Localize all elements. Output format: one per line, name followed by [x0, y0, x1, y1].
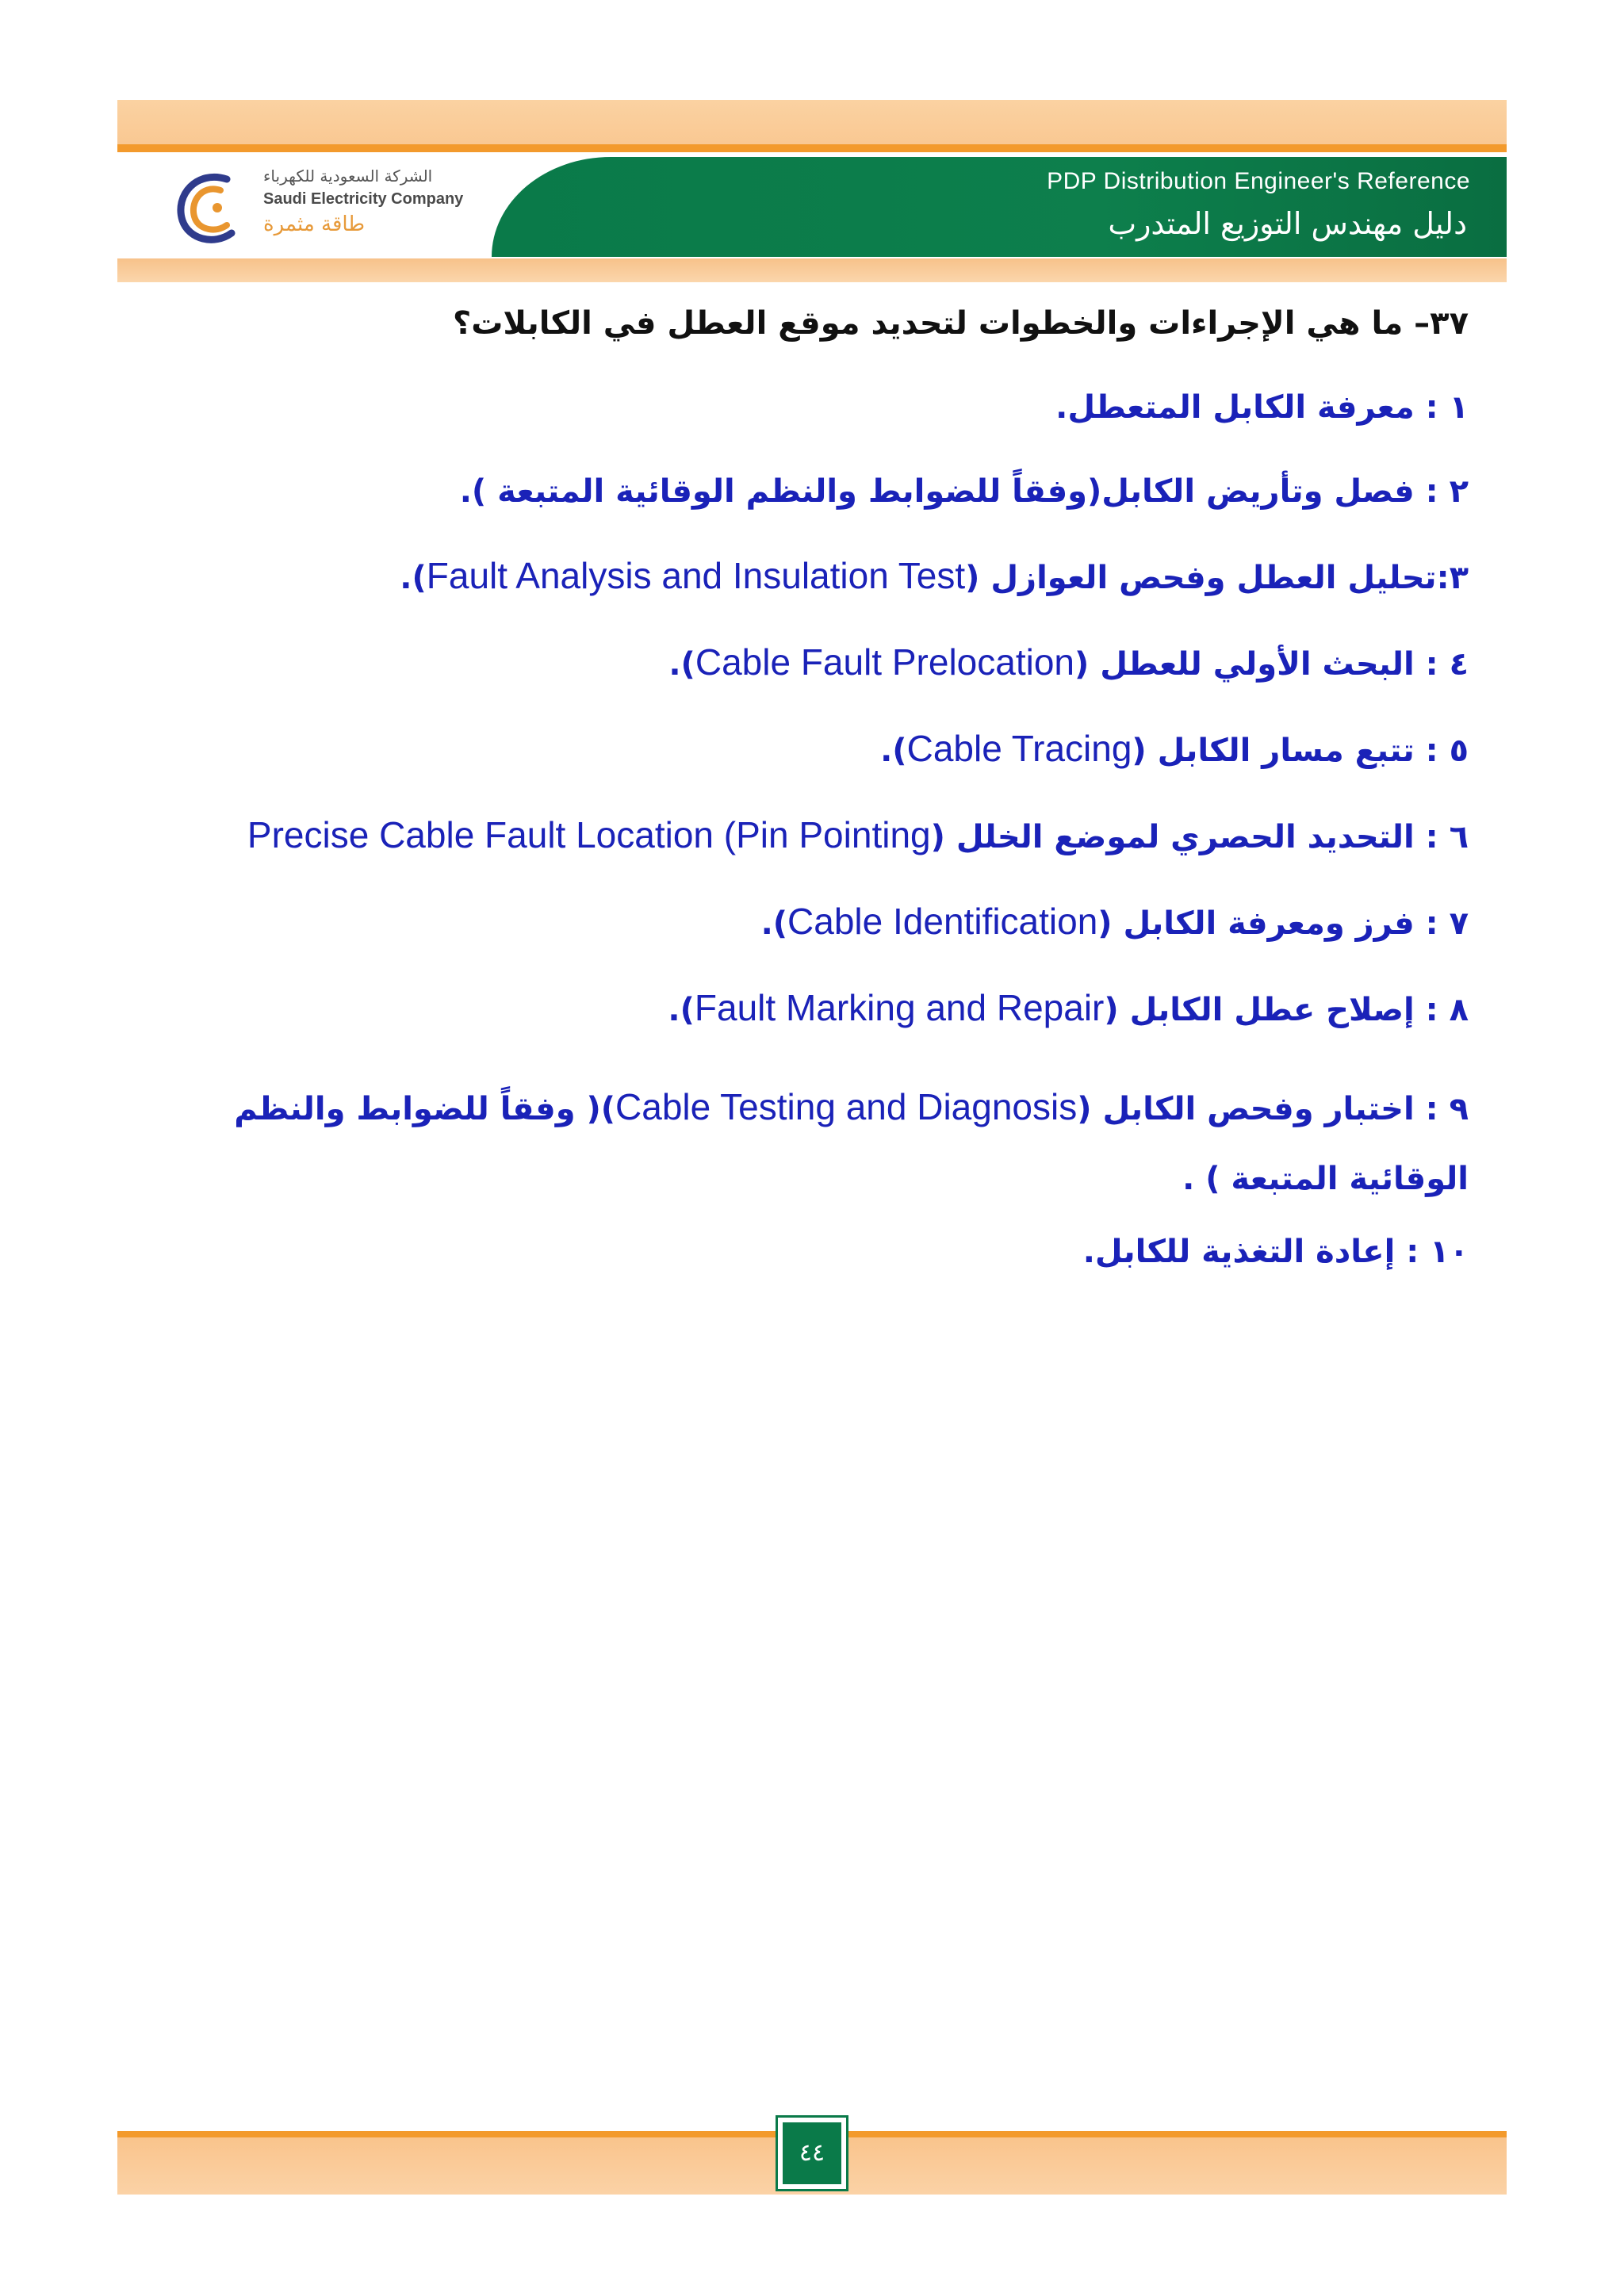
- step-number: ٦ :: [1425, 819, 1469, 855]
- step-number: ١٠ :: [1406, 1234, 1469, 1270]
- header-orange-line: [117, 144, 1507, 152]
- step-number: ٤ :: [1425, 646, 1469, 683]
- step-item: [155, 985, 1469, 1032]
- step-text-english: Cable Fault Prelocation: [695, 641, 1074, 683]
- page-footer: [117, 2131, 1507, 2195]
- step-text-arabic: تتبع مسار الكابل (: [1132, 733, 1426, 769]
- step-number: ٧ :: [1425, 905, 1469, 942]
- step-text-arabic: فرز ومعرفة الكابل (: [1097, 905, 1426, 942]
- step-text-english: Precise Cable Fault Location (Pin Pointing: [247, 814, 931, 855]
- step-item: [155, 1072, 1469, 1214]
- step-text-arabic: معرفة الكابل المتعطل.: [1055, 389, 1426, 426]
- step-text-arabic: البحث الأولي للعطل (: [1074, 646, 1426, 683]
- step-text-tail: ).: [880, 733, 907, 769]
- page-content: [155, 301, 1469, 1314]
- step-text-english: Fault Analysis and Insulation Test: [426, 555, 966, 596]
- step-text-english: Cable Testing and Diagnosis: [615, 1086, 1078, 1127]
- step-item: [155, 385, 1469, 430]
- step-text-tail: )( وفقاً للضوابط والنظم الوقائية المتبعة ) .: [234, 1091, 1469, 1197]
- step-text-tail: ).: [400, 560, 427, 596]
- company-logo: [165, 160, 498, 255]
- step-item: [155, 813, 1469, 859]
- logo-name-english: Saudi Electricity Company: [263, 190, 464, 208]
- step-item: [155, 1230, 1469, 1274]
- question-heading: ٣٧– ما هي الإجراءات والخطوات لتحديد موقع العطل في الكابلات؟: [453, 305, 1469, 342]
- step-item: [155, 469, 1469, 514]
- step-item: [155, 553, 1469, 600]
- header-top-band: [117, 100, 1507, 144]
- page-number: ٤٤: [783, 2122, 841, 2184]
- logo-slogan: طاقة مثمرة: [263, 212, 366, 236]
- step-text-arabic: اختبار وفحص الكابل (: [1077, 1091, 1426, 1127]
- step-number: ٢ :: [1425, 473, 1469, 510]
- step-item: [155, 640, 1469, 687]
- step-text-tail: ).: [668, 646, 695, 683]
- step-item: [155, 726, 1469, 773]
- header-title-english: PDP Distribution Engineer's Reference: [1047, 168, 1470, 194]
- step-text-tail: ).: [668, 992, 695, 1028]
- step-text-arabic: تحليل العطل وفحص العوازل (: [965, 560, 1437, 596]
- step-number: ١ :: [1425, 389, 1469, 426]
- step-text-english: Cable Tracing: [906, 728, 1132, 769]
- sec-logo-icon: [165, 163, 252, 251]
- step-text-arabic: فصل وتأريض الكابل(وفقاً للضوابط والنظم الوقائية المتبعة ).: [459, 473, 1426, 510]
- step-text-english: Fault Marking and Repair: [694, 987, 1105, 1028]
- header-title-arabic: دليل مهندس التوزيع المتدرب: [1108, 206, 1467, 241]
- step-text-english: Cable Identification: [787, 901, 1098, 942]
- step-text-tail: ).: [760, 905, 788, 942]
- step-number: ٨ :: [1425, 992, 1469, 1028]
- page-header: [117, 100, 1507, 282]
- header-bottom-band: [117, 258, 1507, 282]
- step-text-arabic: إصلاح عطل الكابل (: [1104, 992, 1426, 1028]
- step-number: ٩ :: [1425, 1091, 1469, 1127]
- step-text-arabic: إعادة التغذية للكابل.: [1082, 1234, 1407, 1270]
- step-number: ٥ :: [1425, 733, 1469, 769]
- page-number-box: [776, 2115, 848, 2191]
- step-item: [155, 899, 1469, 946]
- step-number: ٣:: [1436, 560, 1469, 596]
- step-text-arabic: التحديد الحصري لموضع الخلل (: [930, 819, 1426, 855]
- logo-name-arabic: الشركة السعودية للكهرباء: [263, 166, 433, 186]
